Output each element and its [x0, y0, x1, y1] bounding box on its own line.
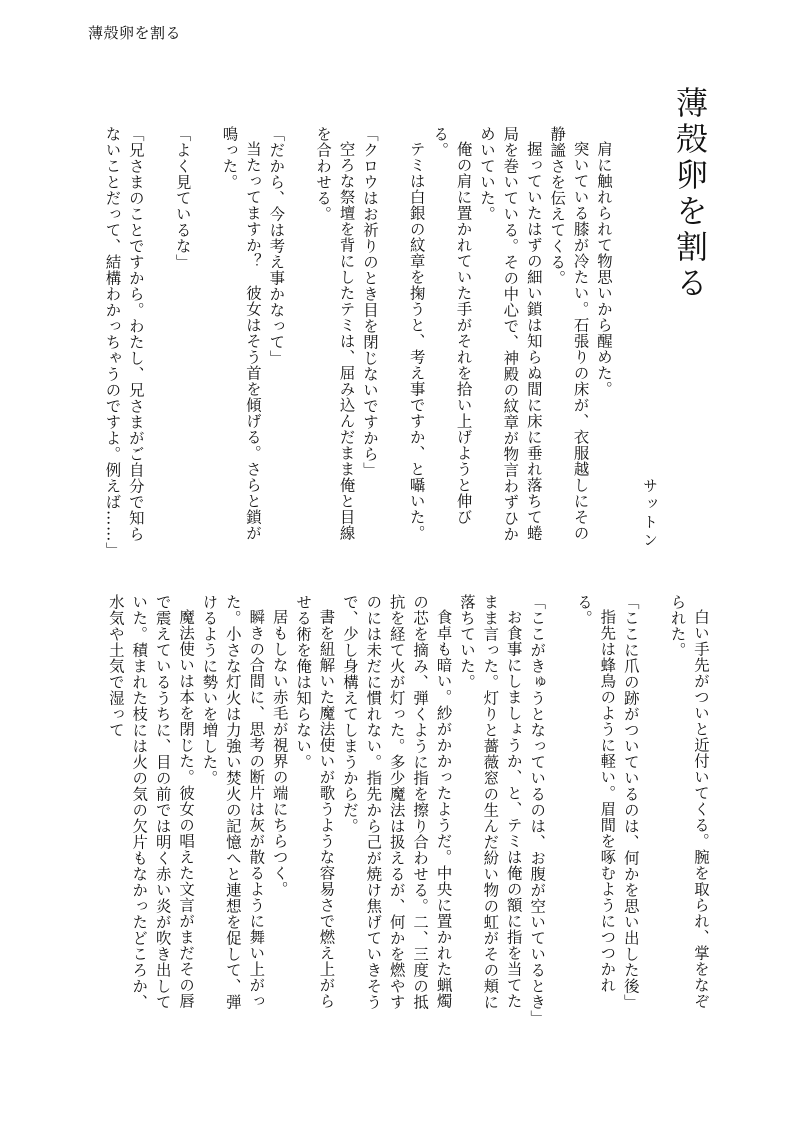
- dialogue-line: 「兄さまのことですから。わたし、兄さまがご自分で知らないことだって、結構わかっちゃうのですよ。例えば……」: [103, 126, 145, 558]
- narration-paragraph: 魔法使いは本を閉じた。彼女の唱えた文言がまだその唇で震えているうちに、目の前では明く赤い炎が吹き出していた。積まれた枝には火の気の欠片もなかったどころか、水気や土気で湿って: [106, 594, 196, 1010]
- running-header: 薄殻卵を割る: [88, 24, 182, 42]
- narration-paragraph: 指先は蜂鳥のように軽い。眉間を啄むようにつつかれる。: [574, 594, 617, 994]
- blank-line: [147, 126, 170, 556]
- narration-paragraph: 瞬きの合間に、思考の断片は灰が散るように舞い上がった。小さな灯火は力強い焚火の記憶へと連想を促して、弾けるように勢いを増した。: [200, 594, 266, 1010]
- blank-line: [381, 126, 404, 556]
- blank-line: [642, 594, 665, 1024]
- upper-text-block: [100, 126, 615, 556]
- narration-paragraph: 肩に触れられて物思いから醒めた。: [595, 141, 613, 398]
- story-title: 薄殻卵を割る: [671, 86, 709, 302]
- dialogue-line: 「ここがきゅうとなっているのは、お腹が空いているとき」: [528, 594, 547, 1026]
- dialogue-line: 「ここに爪の跡がついているのは、何かを思い出した後」: [621, 594, 640, 1010]
- narration-paragraph: 俺の肩に置かれていた手がそれを拾い上げようと伸びる。: [431, 126, 473, 526]
- narration-paragraph: 空ろな祭壇を背にしたテミは、屈み込んだまま俺と目線を合わせる。: [314, 126, 356, 542]
- lower-text-block: [103, 594, 712, 1024]
- blank-line: [287, 126, 310, 556]
- blank-line: [194, 126, 217, 556]
- dialogue-line: 「だから、今は考え事かなって」: [267, 126, 286, 366]
- narration-paragraph: 突いている膝が冷たい。石張りの床が、衣服越しにその静謐さを伝えてくる。: [548, 126, 590, 542]
- author-name: サットン: [641, 478, 659, 550]
- narration-paragraph: 握っていたはずの細い鎖は知らぬ間に床に垂れ落ちて蜷局を巻いている。その中心で、神殿の紋章が物言わずひかめいていた。: [477, 126, 543, 542]
- narration-paragraph: 白い手先がついと近付いてくる。腕を取られ、掌をなぞられた。: [668, 594, 710, 1010]
- narration-paragraph: お食事にしましょうか、と、テミは俺の額に指を当てたまま言った。灯りと薔薇窓の生んだ紛い物の虹がその頬に落ちていた。: [457, 594, 523, 1010]
- narration-paragraph: テミは白銀の紋章を掬うと、考え事ですか、と囁いた。: [407, 141, 426, 542]
- blank-line: [548, 594, 571, 1024]
- narration-paragraph: 居もしない赤毛が視界の端にちらつく。: [270, 609, 289, 898]
- dialogue-line: 「よく見ているな」: [173, 126, 192, 270]
- narration-paragraph: 食卓も暗い。紗がかかったようだ。中央に置かれた蝋燭の芯を摘み、弾くように指を擦り合わせる。二、三度の抵抗を経て火が灯った。多少魔法は扱えるが、何かを燃やすのには未だに慣れない。指先から己が焼け焦げていきそうで、少し身構えてしまうからだ。: [340, 594, 453, 1010]
- narration-paragraph: 当たってますか？ 彼女はそう首を傾げる。さらと鎖が鳴った。: [220, 126, 262, 542]
- dialogue-line: 「クロウはお祈りのとき目を閉じないですから」: [360, 126, 379, 478]
- narration-paragraph: 書を紐解いた魔法使いが歌うような容易さで燃え上がらせる術を俺は知らない。: [294, 594, 336, 1010]
